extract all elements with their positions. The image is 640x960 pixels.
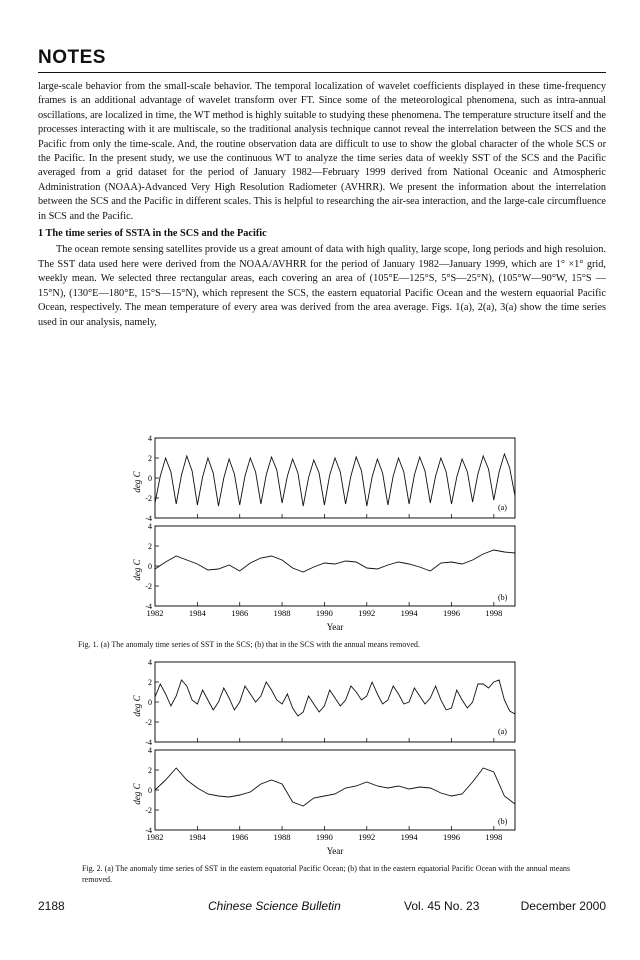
y-tick-label: -4 [145, 602, 152, 611]
x-tick-label: 1992 [358, 608, 376, 618]
y-tick-label: 4 [148, 658, 152, 667]
x-ticks [147, 738, 503, 842]
x-tick-label: 1996 [442, 832, 460, 842]
y-ticks [145, 658, 159, 747]
y-tick-label: 0 [148, 562, 152, 571]
x-tick-label: 1982 [146, 608, 164, 618]
paragraph: large-scale behavior from the small-scale behavior. The temporal localization of wavelet coefficients displayed in these time-frequency frames is an additional advantage of wavelet transform over FT. Since some of the meteorological phenomena, such as intra-annual oscillations, are localized in time, the WT method is highly suitable to studying these phenomena. The temperature structure itself and the processes interacting with it are multiscale, so the traditional analysis technique cannot reveal the interrelation between the SCS and the Pacific from only the time-scale. And, the routine observation data are difficult to use to show the global character of the whole SCS or the Pacific. In the present study, we use the continuous WT to analyze the time series data of weekly SST of the SCS and the Pacific averaged from a grid dataset for the period of January 1982—February 1999 derived from National Oceanic and Atmospheric Administration (NOAA)-Advanced Very High Resolution Radiometer (AVHRR). We present the information about the interrelation between the SCS and the Pacific in different scales. This is helpful to researching the air-sea interaction, and the large-cale circumfluence in SCS and the Pacific. [38, 81, 606, 222]
x-tick-label: 1988 [273, 608, 291, 618]
y-tick-label: -4 [145, 738, 152, 747]
x-tick-label: 1990 [315, 608, 333, 618]
x-tick-label: 1992 [358, 832, 376, 842]
y-tick-label: -2 [145, 582, 152, 591]
series-line [155, 454, 515, 506]
y-tick-label: 0 [148, 698, 152, 707]
volume-issue: Vol. 45 No. 23 [404, 899, 480, 913]
paragraph: The ocean remote sensing satellites provide us a great amount of data with high quality, large scope, long periods and high resoluion. The SST data used here were derived from the NOAA/AVHRR for the period of January 1982—January 1999, which are 1° ×1° grid, weekly mean. We selected three rectangular areas, each covering an area of (105°E—125°S, 5°S—25°N), (105°W—90°W, 15°S —15°N), (130°E—180°E, 15°S—15°N), which represent the SCS, the eastern equatorial Pacific Ocean and the western equaorial Pacific Ocean, respectively. The mean temperature of every area was derived from the area average. Figs. 1(a), 2(a), 3(a) show the time series used in our analysis, namely, [38, 244, 606, 328]
series-line [155, 768, 515, 806]
fig2-panel-a [132, 658, 515, 747]
y-tick-label: 4 [148, 522, 152, 531]
y-tick-label: -2 [145, 806, 152, 815]
x-tick-label: 1988 [273, 832, 291, 842]
y-tick-label: 2 [148, 766, 152, 775]
page-footer [38, 899, 606, 915]
figure-caption: Fig. 1. (a) The anomaly time series of SST in the SCS; (b) that in the SCS with the annual means removed. [78, 640, 420, 649]
x-tick-label: 1984 [188, 608, 206, 618]
x-axis-label: Year [326, 846, 344, 855]
y-ticks [145, 746, 159, 835]
issue-date: December 2000 [520, 899, 606, 913]
y-tick-label: 4 [148, 434, 152, 443]
panel-label: (b) [498, 817, 508, 826]
page-number: 2188 [38, 899, 65, 913]
x-tick-label: 1986 [231, 608, 249, 618]
x-tick-label: 1982 [146, 832, 164, 842]
y-ticks [145, 522, 159, 611]
panel-label: (a) [498, 727, 507, 736]
x-tick-label: 1994 [400, 608, 418, 618]
panel-label: (a) [498, 503, 507, 512]
x-tick-label: 1994 [400, 832, 418, 842]
fig1-panel-b [132, 522, 515, 611]
y-axis-label: deg C [132, 559, 142, 581]
figure-1 [0, 430, 640, 630]
y-tick-label: 4 [148, 746, 152, 755]
y-tick-label: -2 [145, 494, 152, 503]
y-tick-label: 2 [148, 454, 152, 463]
x-tick-label: 1984 [188, 832, 206, 842]
y-tick-label: 2 [148, 678, 152, 687]
x-ticks [147, 514, 503, 618]
x-axis-label: Year [326, 622, 344, 630]
x-tick-label: 1990 [315, 832, 333, 842]
y-tick-label: 0 [148, 786, 152, 795]
x-tick-label: 1998 [485, 608, 503, 618]
fig2-panel-b [132, 746, 515, 835]
panel-frame [155, 526, 515, 606]
y-tick-label: -4 [145, 826, 152, 835]
panel-frame [155, 438, 515, 518]
series-line [155, 680, 515, 716]
panel-label: (b) [498, 593, 508, 602]
y-ticks [145, 434, 159, 523]
y-tick-label: -2 [145, 718, 152, 727]
fig1-panel-a [132, 434, 515, 523]
page-header [38, 44, 606, 73]
x-tick-label: 1996 [442, 608, 460, 618]
series-line [155, 550, 515, 572]
y-tick-label: 0 [148, 474, 152, 483]
y-tick-label: -4 [145, 514, 152, 523]
x-tick-label: 1986 [231, 832, 249, 842]
panel-frame [155, 750, 515, 830]
figure-caption: Fig. 2. (a) The anomaly time series of SST in the eastern equatorial Pacific Ocean; (b) that in the eastern equatorial Pacific Ocean with the annual means removed. [82, 864, 570, 884]
y-axis-label: deg C [132, 695, 142, 717]
y-axis-label: deg C [132, 471, 142, 493]
journal-name: Chinese Science Bulletin [208, 899, 341, 913]
y-axis-label: deg C [132, 783, 142, 805]
section-heading: 1 The time series of SSTA in the SCS and the Pacific [38, 228, 267, 240]
body-text [38, 80, 606, 330]
y-tick-label: 2 [148, 542, 152, 551]
section-label: NOTES [38, 47, 106, 68]
figure-2 [0, 650, 640, 855]
x-tick-label: 1998 [485, 832, 503, 842]
